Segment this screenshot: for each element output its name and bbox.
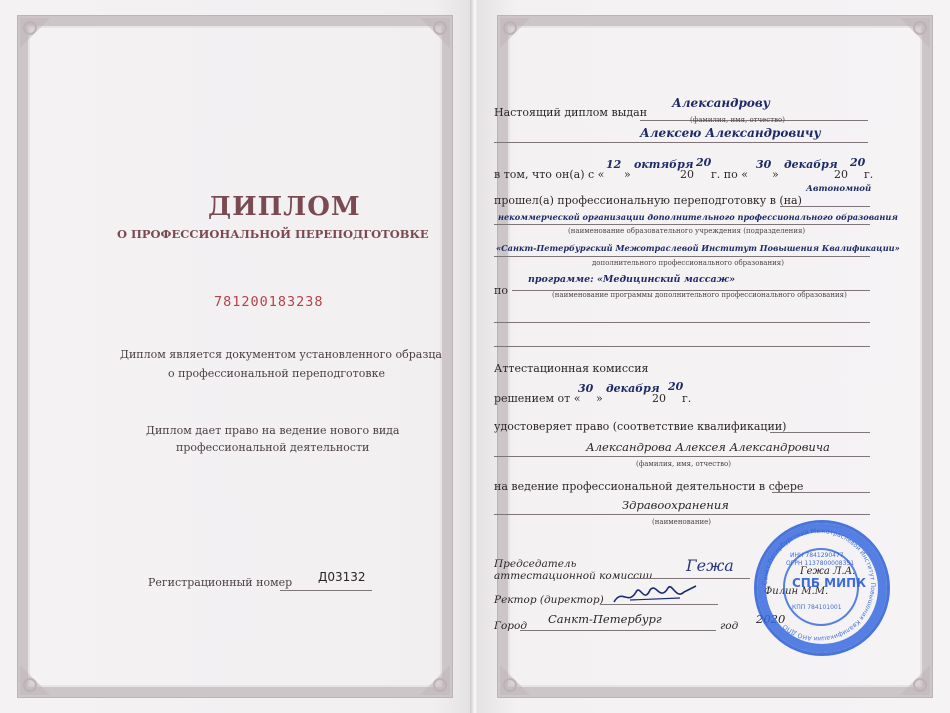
program-name: программе: «Медицинский массаж» [528, 274, 736, 285]
chair-name: Гежа Л.А. [800, 566, 856, 577]
decision-day: 30 [578, 382, 594, 395]
period-suffix: г. [864, 168, 874, 181]
day-to: 30 [756, 158, 772, 171]
recipient-name: Алексею Александровичу [640, 126, 821, 140]
year-from: 20 [696, 156, 712, 169]
year-to: 20 [850, 156, 866, 169]
decision-year-prefix: 20 [652, 392, 666, 405]
corner-ornament-icon [418, 16, 452, 50]
fio-hint: (фамилия, имя, отчество) [690, 116, 785, 124]
stamp-brand: СПБ МИПК [792, 576, 867, 590]
org-line-2 [494, 224, 870, 225]
serial-number: 781200183238 [214, 294, 324, 310]
program-prefix: по [494, 284, 508, 297]
org-name-part3: «Санкт-Петербургский Межотраслевой Институт Повышения Квалификации» [496, 243, 900, 253]
year-value: 2020 [756, 612, 786, 626]
name-line [494, 142, 868, 143]
rector-name: Филин М.М. [764, 586, 829, 597]
org-line-3 [494, 256, 870, 257]
registration-label: Регистрационный номер [148, 576, 293, 589]
decision-month: декабря [606, 382, 660, 395]
activity-line-1 [772, 492, 870, 493]
issued-to-label: Настоящий диплом выдан [494, 106, 648, 119]
holder-line [494, 456, 870, 457]
decision-quote: » [596, 392, 603, 405]
corner-ornament-icon [18, 663, 52, 697]
stamp-inn: ИНН 7841290477 [790, 552, 844, 559]
certifies-line [770, 432, 870, 433]
commission-label: Аттестационная комиссия [494, 362, 649, 375]
chair-signature: Гежа [686, 556, 734, 575]
year-label: год [720, 620, 739, 632]
org-hint: (наименование образовательного учреждения (подразделения) [568, 227, 806, 235]
year-prefix-to: 20 [834, 168, 848, 181]
year-prefix-from: 20 [680, 168, 694, 181]
city-value: Санкт-Петербург [548, 612, 662, 626]
activity-label: на ведение профессиональной деятельности в сфере [494, 480, 804, 493]
period-mid: г. по « [711, 168, 748, 181]
registration-line [280, 590, 372, 591]
diploma-subtitle: О ПРОФЕССИОНАЛЬНОЙ ПЕРЕПОДГОТОВКЕ [117, 227, 429, 241]
program-hint: (наименование программы дополнительного профессионального образования) [552, 291, 847, 299]
month-from: октября [634, 158, 694, 171]
org-name-part1: Автономной [806, 184, 872, 194]
activity-field: Здравоохранения [622, 498, 729, 512]
corner-ornament-icon [498, 16, 532, 50]
rector-label: Ректор (директор) [494, 594, 604, 606]
city-line [520, 630, 716, 631]
corner-ornament-icon [18, 16, 52, 50]
org-name-part2: некоммерческой организации дополнительного профессионального образования [498, 212, 898, 222]
chair-label-line2: аттестационной комиссии [494, 570, 653, 582]
month-to: декабря [784, 158, 838, 171]
stamp-kpp: КПП 784101001 [792, 604, 842, 611]
diploma-title: ДИПЛОМ [208, 192, 361, 222]
rector-signature-icon [610, 578, 700, 610]
day-from: 12 [606, 158, 622, 171]
activity-hint: (наименование) [652, 518, 712, 526]
corner-ornament-icon [898, 663, 932, 697]
activity-line-2 [494, 514, 870, 515]
city-label: Город [494, 620, 527, 632]
left-page [0, 0, 472, 713]
validity-text-line1: Диплом является документом установленного образца [120, 348, 442, 361]
holder-hint: (фамилия, имя, отчество) [636, 460, 731, 468]
chair-label-line1: Председатель [494, 558, 577, 570]
blank-line-2 [494, 346, 870, 347]
svg-text:Санкт-Петербургский Межотрасле: Санкт-Петербургский Межотраслевой Институт Повышения Квалификации АНО ДПО [761, 527, 877, 643]
quote-close-to: » [772, 168, 779, 181]
corner-ornament-icon [898, 16, 932, 50]
decision-prefix: решением от « [494, 392, 581, 405]
rights-text-line2: профессиональной деятельности [176, 441, 370, 454]
certifies-label: удостоверяет право (соответствие квалификации) [494, 420, 787, 433]
corner-ornament-icon [418, 663, 452, 697]
rights-text-line1: Диплом дает право на ведение нового вида [146, 424, 400, 437]
decision-year-suffix: г. [682, 392, 692, 405]
corner-ornament-icon [498, 663, 532, 697]
recipient-surname: Александрову [672, 96, 770, 110]
quote-close-from: » [624, 168, 631, 181]
holder-name: Александрова Алексея Александровича [586, 440, 830, 454]
validity-text-line2: о профессиональной переподготовке [168, 367, 385, 380]
stamp-ogrn: ОГРН 1137800008351 [786, 560, 855, 567]
passed-label: прошел(а) профессиональную переподготовку в (на) [494, 194, 802, 207]
registration-number: Д03132 [318, 570, 366, 584]
decision-year: 20 [668, 380, 684, 393]
blank-line-1 [494, 322, 870, 323]
org-hint-2: дополнительного профессионального образования) [592, 259, 784, 267]
period-prefix: в том, что он(а) с « [494, 168, 605, 181]
org-line-1 [780, 206, 870, 207]
